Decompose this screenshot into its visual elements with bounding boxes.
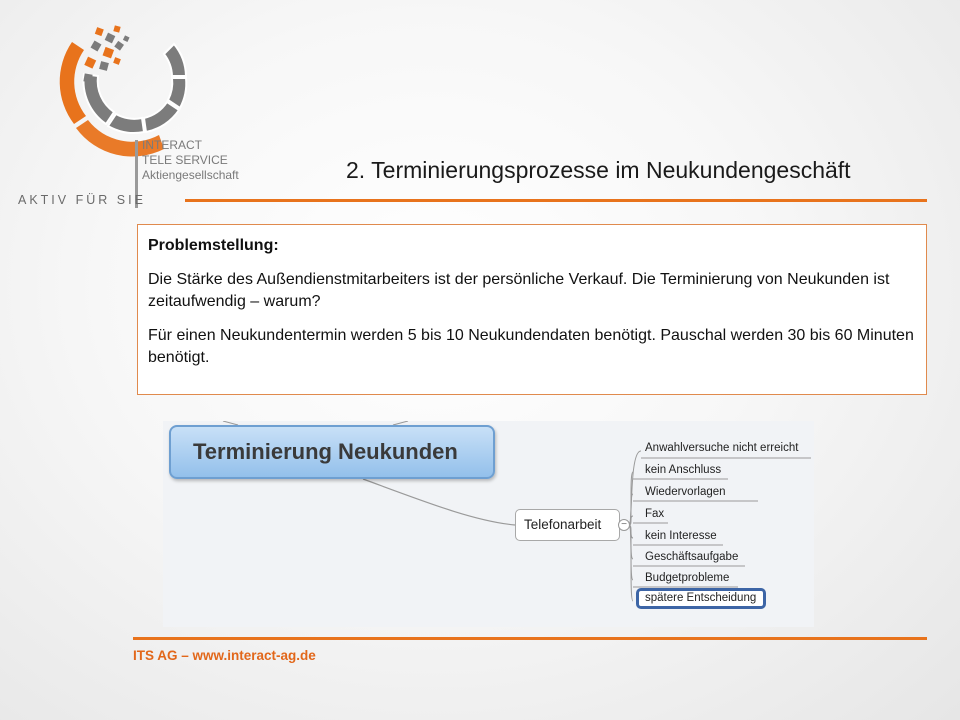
company-name-line-2: TELE SERVICE <box>142 153 228 167</box>
mindmap-leaf: Geschäftsaufgabe <box>645 551 739 563</box>
company-name-line-1: INTERACT <box>142 138 202 152</box>
company-name <box>142 138 239 183</box>
mindmap-leaf: Wiedervorlagen <box>645 486 726 498</box>
logo-graphic <box>14 14 274 214</box>
mindmap-leaf: kein Anschluss <box>645 464 722 476</box>
problem-box <box>137 224 927 395</box>
slide-title: 2. Terminierungsprozesse im Neukundengeschäft <box>346 157 851 183</box>
mindmap-branch-node: Telefonarbeit <box>515 509 620 541</box>
mindmap-leaf: kein Interesse <box>645 530 717 542</box>
footer-divider <box>133 637 927 640</box>
mindmap-central-node: Terminierung Neukunden <box>169 425 495 479</box>
problem-paragraph-2: Für einen Neukundentermin werden 5 bis 10 Neukundendaten benötigt. Pauschal werden 30 bis 60 Minuten benötigt. <box>148 327 914 366</box>
title-divider <box>185 199 927 202</box>
problem-heading: Problemstellung: <box>148 237 279 254</box>
company-logo <box>14 14 274 214</box>
mindmap-leaf: Fax <box>645 508 665 520</box>
mindmap-leaf: Budgetprobleme <box>645 572 730 584</box>
footer-text: ITS AG – www.interact-ag.de <box>133 648 316 663</box>
collapse-minus-icon: − <box>618 519 630 531</box>
logo-slogan: AKTIV FÜR SIE <box>18 193 146 207</box>
logo-gray-ring <box>84 44 187 133</box>
mindmap-image <box>163 421 814 627</box>
mindmap-leaf-highlighted-label: spätere Entscheidung <box>645 592 757 604</box>
mindmap-leaf-highlighted <box>636 588 766 609</box>
company-name-line-3: Aktiengesellschaft <box>142 168 239 182</box>
mindmap-leaf: Anwahlversuche nicht erreicht <box>645 442 799 454</box>
problem-paragraph-1: Die Stärke des Außendienstmitarbeiters ist der persönliche Verkauf. Die Terminierung von Neukunden ist zeitaufwendig – warum? <box>148 271 890 310</box>
